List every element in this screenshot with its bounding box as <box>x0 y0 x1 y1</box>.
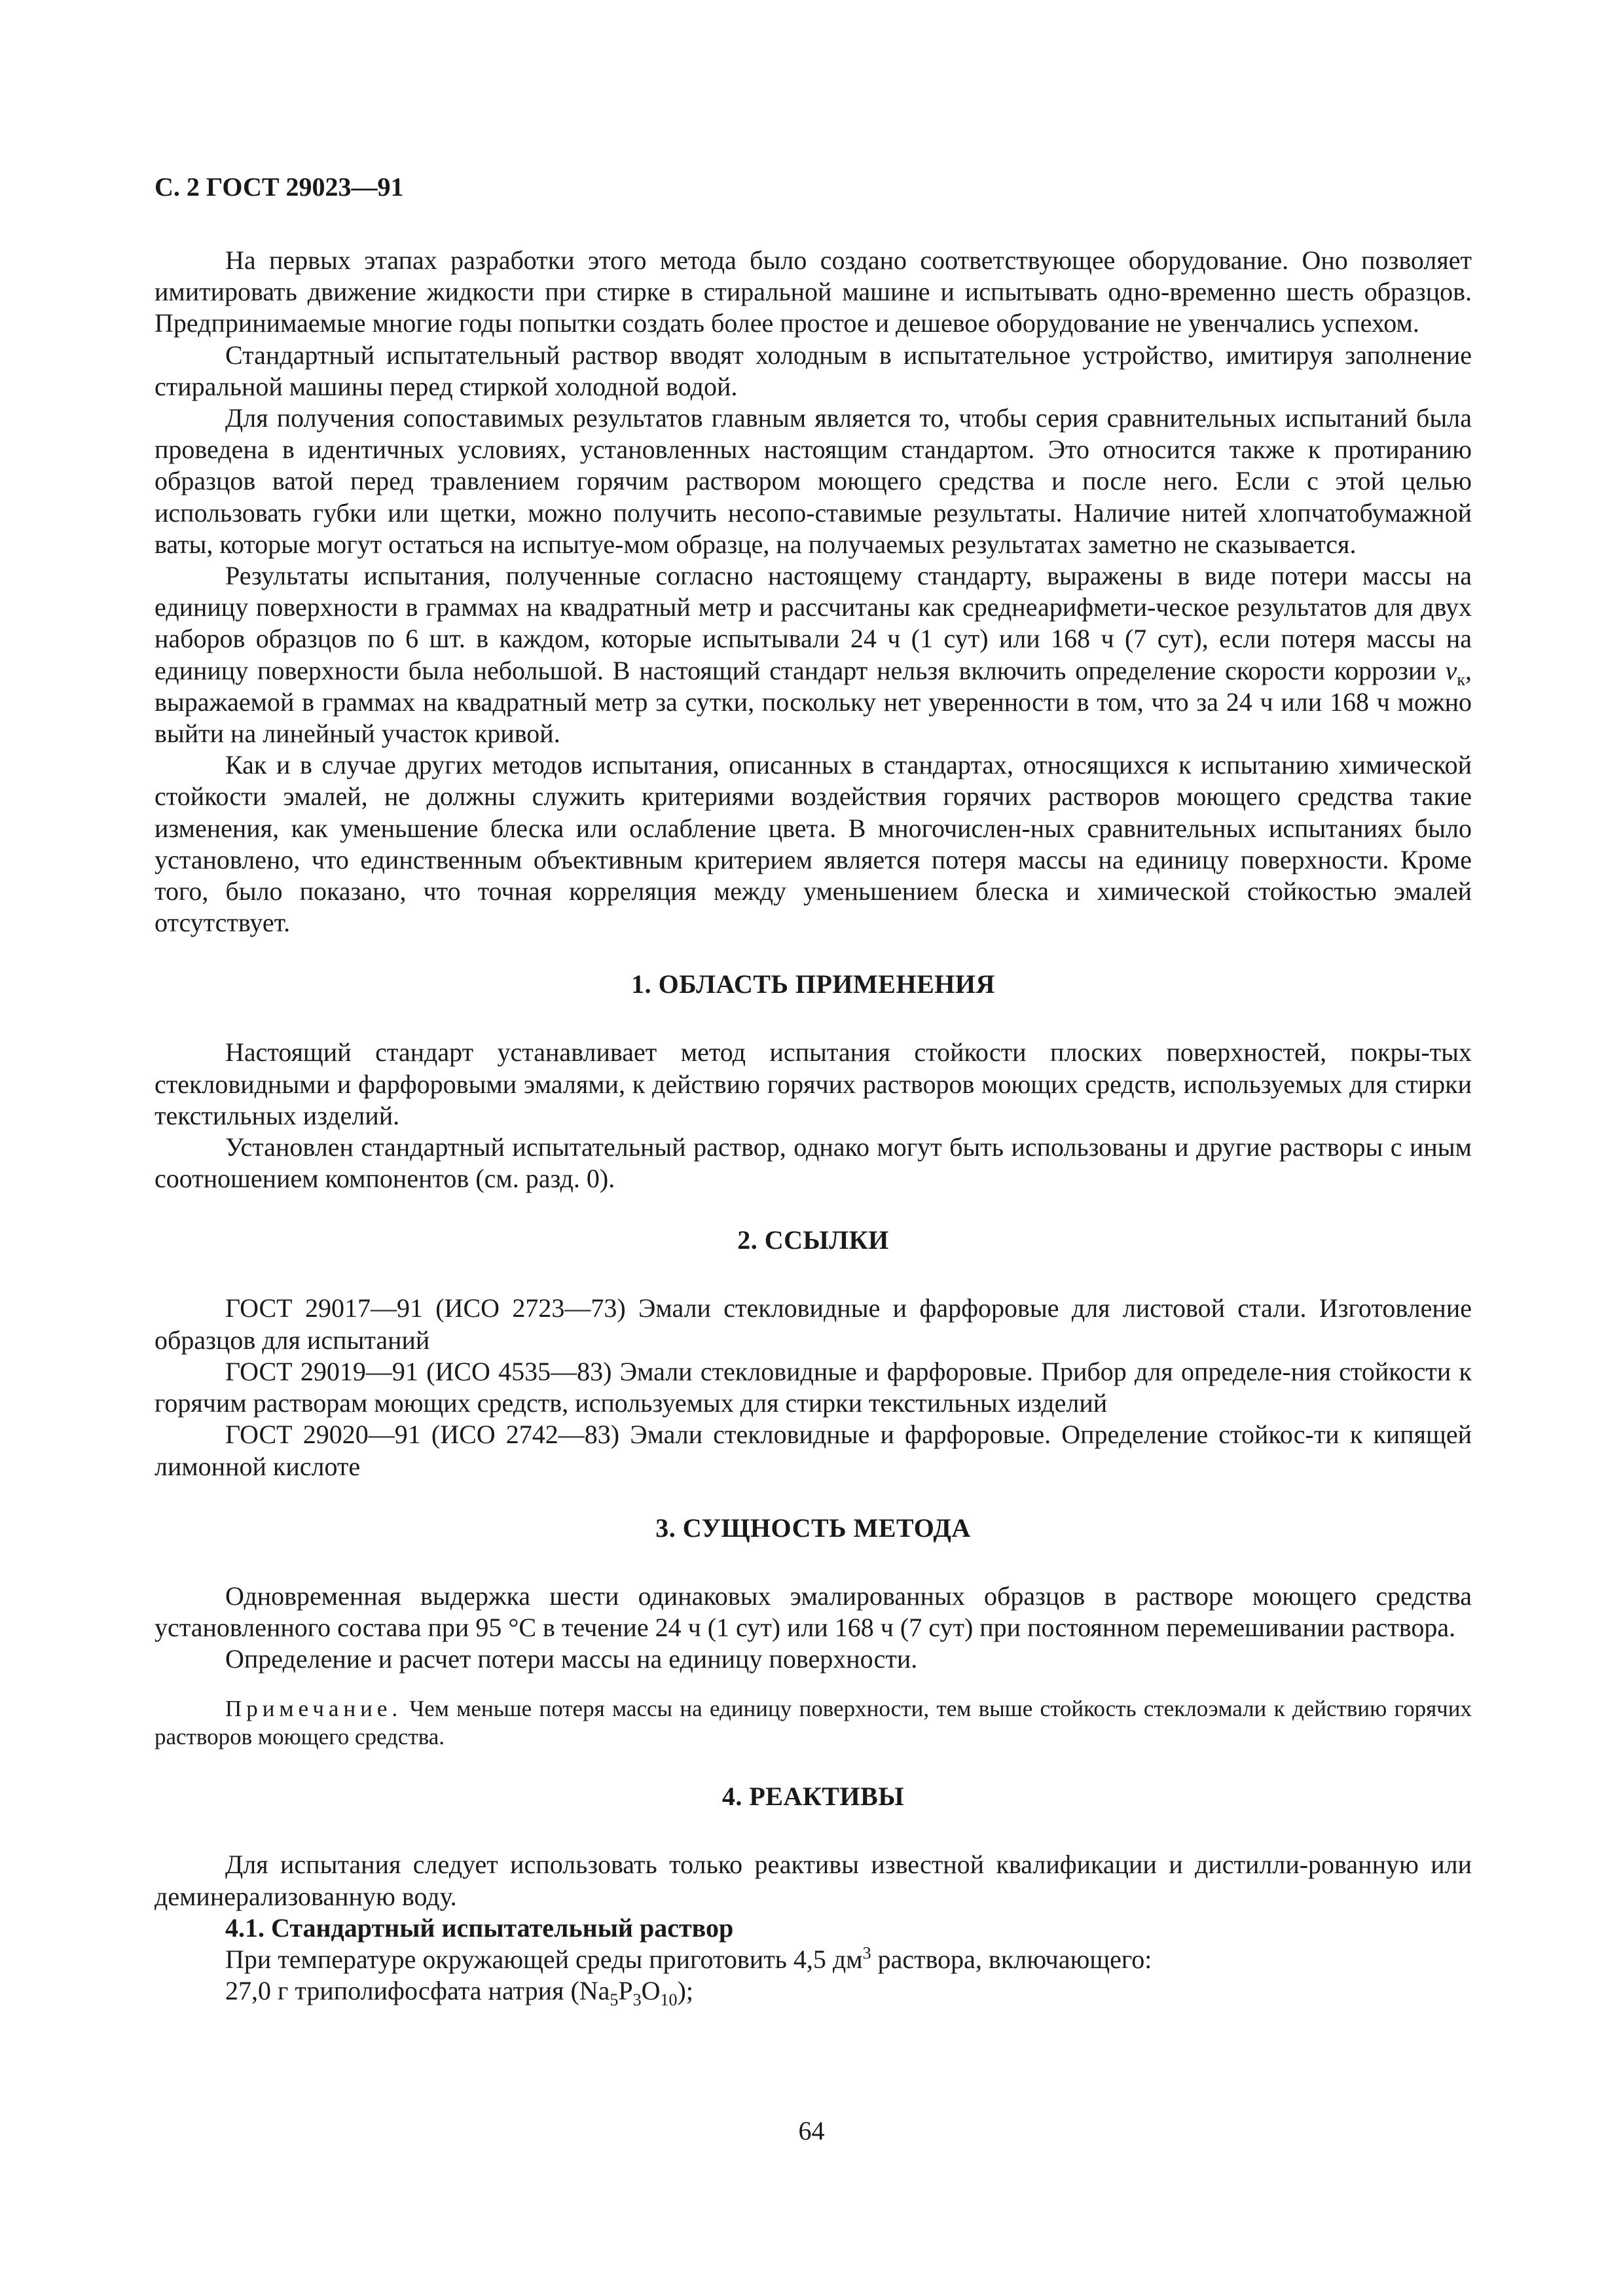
formula-suffix: ); <box>677 1976 693 2006</box>
section-1-paragraph-2: Установлен стандартный испытательный раствор, однако могут быть использованы и другие растворы с иным соотношением компонентов (см. разд. 0). <box>155 1132 1472 1194</box>
subsection-4-1-line-2 <box>155 1975 1472 2010</box>
reference-gost-29020: ГОСТ 29020—91 (ИСО 2742—83) Эмали стекловидные и фарфоровые. Определение стойкос-ти к кипящей лимонной кислоте <box>155 1420 1472 1481</box>
intro-paragraph-4-part-1: Результаты испытания, полученные согласно настоящему стандарту, выражены в виде потери массы на единицу поверхности в граммах на квадратный метр и рассчитаны как среднеарифмети-ческое результатов для двух наборов образцов по 6 шт. в каждом, которые испытывали 24 ч (1 сут) или 168 ч (7 сут), если потеря массы на единицу поверхности была небольшой. В настоящий стандарт нельзя включить определение скорости коррозии <box>155 561 1472 685</box>
intro-paragraph-2: Стандартный испытательный раствор вводят холодным в испытательное устройство, имитируя заполнение стиральной машины перед стиркой холодной водой. <box>155 340 1472 401</box>
corrosion-rate-symbol: v <box>1445 655 1457 685</box>
section-1-heading: 1. ОБЛАСТЬ ПРИМЕНЕНИЯ <box>631 969 995 999</box>
section-3-heading: 3. СУЩНОСТЬ МЕТОДА <box>655 1513 971 1543</box>
corrosion-rate-subscript: к <box>1457 670 1465 689</box>
page-number: 64 <box>798 2116 825 2145</box>
formula-p: P <box>618 1976 633 2006</box>
formula-prefix: 27,0 г триполифосфата натрия (Na <box>225 1976 610 2006</box>
intro-paragraph-4-part-2: , выражаемой в граммах на квадратный метр за сутки, поскольку нет уверенности в том, что за 24 ч или 168 ч можно выйти на линейный участок кривой. <box>155 655 1472 749</box>
section-4-heading: 4. РЕАКТИВЫ <box>721 1782 905 1812</box>
section-3-paragraph-1: Одновременная выдержка шести одинаковых эмалированных образцов в растворе моющего средства установленного состава при 95 °С в течение 24 ч (1 сут) или 168 ч (7 сут) при постоянном перемешивании раствора. <box>155 1581 1472 1642</box>
section-4-intro: Для испытания следует использовать только реактивы известной квалификации и дистилли-рованную или деминерализованную воду. <box>155 1850 1472 1911</box>
intro-paragraph-5: Как и в случае других методов испытания, описанных в стандартах, относящихся к испытанию химической стойкости эмалей, не должны служить критериями воздействия горячих растворов моющего средства такие изменения, как уменьшение блеска или ослабление цвета. В многочислен-ных сравнительных испытаниях было установлено, что единственным объективным критерием является потеря массы на единицу поверхности. Кроме того, было показано, что точная корреляция между уменьшением блеска и химической стойкостью эмалей отсутствует. <box>155 750 1472 938</box>
reference-gost-29019: ГОСТ 29019—91 (ИСО 4535—83) Эмали стекловидные и фарфоровые. Прибор для определе-ния стойкости к горячим растворам моющих средств, используемых для стирки текстильных изделий <box>155 1356 1472 1418</box>
intro-paragraph-4 <box>155 560 1472 749</box>
section-2-heading: 2. ССЫЛКИ <box>737 1225 889 1255</box>
intro-paragraph-3: Для получения сопоставимых результатов главным является то, чтобы серия сравнительных испытаний была проведена в идентичных условиях, установленных настоящим стандартом. Это относится также к протиранию образцов ватой перед травлением горячим раствором моющего средства и после него. Если с этой целью использовать губки или щетки, можно получить несопо-ставимые результаты. Наличие нитей хлопчатобумажной ваты, которые могут остаться на испытуе-мом образце, на получаемых результатах заметно не сказывается. <box>155 403 1472 559</box>
subsection-4-1-line-1 <box>155 1944 1472 1975</box>
line-1-text: При температуре окружающей среды приготовить 4,5 дм <box>225 1944 863 1974</box>
subsection-4-1-heading: 4.1. Стандартный испытательный раствор <box>225 1912 734 1943</box>
document-page <box>155 171 1472 2010</box>
running-head: С. 2 ГОСТ 29023—91 <box>155 172 404 202</box>
cubic-superscript: 3 <box>862 1943 871 1963</box>
formula-o: O <box>641 1976 661 2006</box>
note-text: Чем меньше потеря массы на единицу поверхности, тем выше стойкость стеклоэмали к действию горячих растворов моющего средства. <box>155 1696 1472 1750</box>
intro-paragraph-1: На первых этапах разработки этого метода было создано соответствующее оборудование. Оно позволяет имитировать движение жидкости при стирке в стиральной машине и испытывать одно-временно шесть образцов. Предпринимаемые многие годы попытки создать более простое и дешевое оборудование не увенчались успехом. <box>155 245 1472 338</box>
reference-gost-29017: ГОСТ 29017—91 (ИСО 2723—73) Эмали стекловидные и фарфоровые для листовой стали. Изготовление образцов для испытаний <box>155 1293 1472 1355</box>
note-label: Примечание. <box>225 1696 403 1722</box>
section-1-paragraph-1: Настоящий стандарт устанавливает метод испытания стойкости плоских поверхностей, покры-тых стекловидными и фарфоровыми эмалями, к действию горячих растворов моющих средств, используемых для стирки текстильных изделий. <box>155 1037 1472 1130</box>
formula-sub-o: 10 <box>660 1990 678 2010</box>
formula-sub-na: 5 <box>610 1990 619 2010</box>
section-3-note <box>155 1695 1472 1751</box>
section-3-paragraph-2: Определение и расчет потери массы на единицу поверхности. <box>225 1644 918 1674</box>
formula-sub-p: 3 <box>632 1990 642 2010</box>
line-1-tail: раствора, включающего: <box>871 1944 1152 1974</box>
